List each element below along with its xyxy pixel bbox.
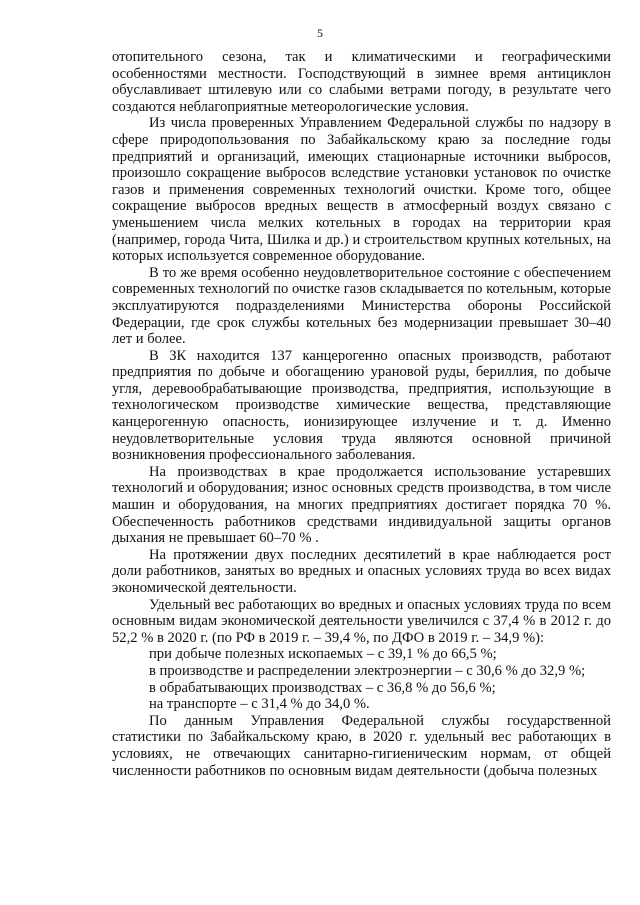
paragraph-emission-reduction: Из числа проверенных Управлением Федеральной службы по надзору в сфере природопользования по Забайкальскому краю за последние годы предприятий и организаций, имеющих стационарные источники выбросов, произошло сокращение выбросов вследствие установки установок по очистке газов и применения современных технологий очистки. Кроме того, общее сокращение выбросов вредных веществ в атмосферный воздух связано с уменьшением числа мелких котельных в городах на территории края (например, города Чита, Шилка и др.) и строительством крупных котельных, на которых используется современное оборудование. [112,115,611,265]
paragraph-hazardous-share: Удельный вес работающих во вредных и опасных условиях труда по всем основным видам экономической деятельности увеличился с 37,4 % в 2012 г. до 52,2 % в 2020 г. (по РФ в 2019 г. – 39,4 %, по ДФО в 2019 г. – 34,9 %): [112,596,611,646]
list-item-mining: при добыче полезных ископаемых – с 39,1 % до 66,5 %; [149,646,497,663]
paragraph-carcinogenic-production: В ЗК находится 137 канцерогенно опасных производств, работают предприятия по добыче и обогащению урановой руды, бериллия, по добыче угля, деревообрабатывающие производства, предприятия, использующие в технологическом производстве химические вещества, представляющие канцерогенную опасность, ионизирующее излучение и т. д. Именно неудовлетворительные условия труда являются основной причиной возникновения профессионального заболевания. [112,347,611,464]
list-item-electricity: в производстве и распределении электроэнергии – с 30,6 % до 32,9 %; [149,662,586,679]
list-item-manufacturing: в обрабатывающих производствах – с 36,8 % до 56,6 %; [149,679,496,696]
paragraph-outdated-equipment: На производствах в крае продолжается использование устаревших технологий и оборудования; износ основных средств производства, в том числе машин и оборудования, на многих предприятиях достигает порядка 70 %. Обеспеченность работников средствами индивидуальной защиты органов дыхания не превышает 60–70 % . [112,463,611,547]
paragraph-continuation: отопительного сезона, так и климатическими и географическими особенностями местности. Господствующий в зимнее время антициклон обуславливает штилевую или со слабыми ветрами погоду, в результате чего создаются неблагоприятные метеорологические условия. [112,49,611,115]
page-number: 5 [317,26,323,40]
paragraph-worker-share-growth: На протяжении двух последних десятилетий в крае наблюдается рост доли работников, занятых во вредных и опасных условиях труда во всех видах экономической деятельности. [112,546,611,596]
document-body [112,49,611,779]
list-item-transport: на транспорте – с 31,4 % до 34,0 %. [149,696,370,713]
paragraph-statistics: По данным Управления Федеральной службы государственной статистики по Забайкальскому краю, в 2020 г. удельный вес работающих в условиях, не отвечающих санитарно-гигиеническим нормам, от общей численности работников по основным видам деятельности (добыча полезных [112,712,611,779]
paragraph-defense-boilers: В то же время особенно неудовлетворительное состояние с обеспечением современных технологий по очистке газов складывается по котельным, которые эксплуатируются подразделениями Министерства обороны Российской Федерации, где срок службы котельных без модернизации превышает 30–40 лет и более. [112,264,612,348]
